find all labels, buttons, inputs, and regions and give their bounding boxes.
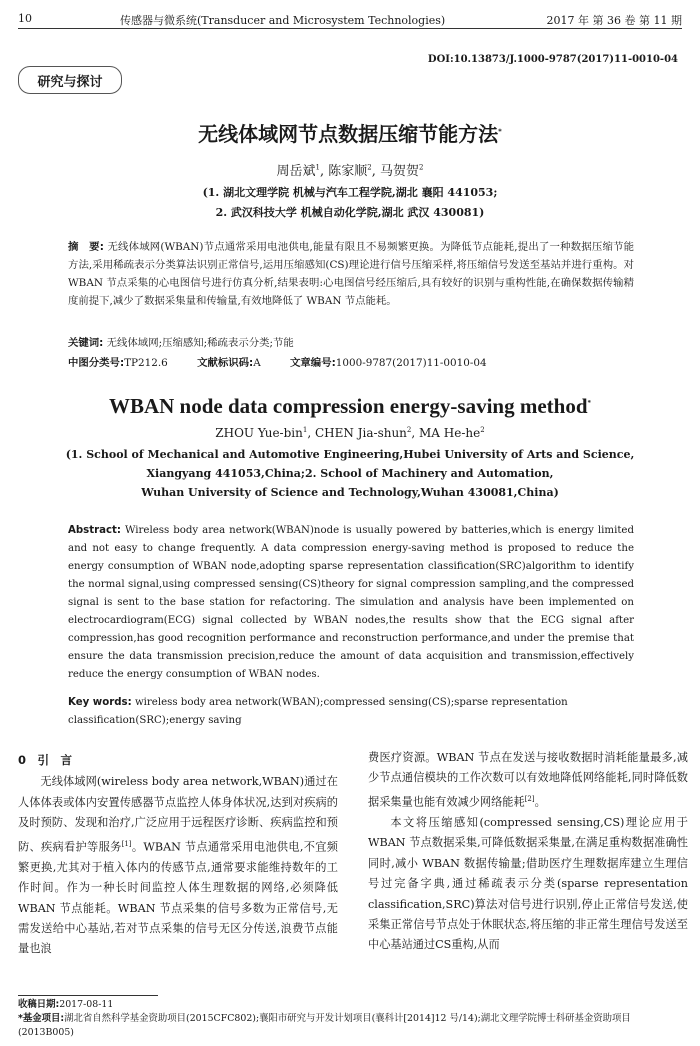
- article-no-value: 1000-9787(2017)11-0010-04: [335, 357, 487, 369]
- en-affiliation-3: Wuhan University of Science and Technology,Wuhan 430081,China): [141, 486, 559, 499]
- en-keywords-label: Key words:: [68, 697, 132, 708]
- paragraph-text: 。: [534, 795, 546, 809]
- article-no-label: 文章编号:: [290, 357, 336, 369]
- footnotes: [18, 998, 682, 1040]
- en-abstract-text: Wireless body area network(WBAN)node is usually powered by batteries,which is energy limited and not easy to change frequently. A data compression energy-saving method is proposed to reduce the energy consumption of WBAN node,adopting sparse representation classification(SRC)algorithm to identify the normal signal,using compressed sensing(CS)theory for signal compression sampling,and the compressed signal is sent to the base station for refactoring. The simulation and analysis have been implemented on electrocardiogram(ECG) signal collected by WBAN nodes,the results show that the ECG signal after compression,has good recognition performance and reconstruction performance,and under the premise that ensure the data transmission precision,reduce the amount of data acquisition and transmission,effectively reduce the energy consumption of WBAN nodes.: [68, 525, 634, 680]
- en-abstract: [68, 522, 634, 684]
- en-title-text: WBAN node data compression energy-saving method: [108, 394, 588, 418]
- en-keywords: [68, 694, 634, 730]
- author-sup: 2: [406, 426, 412, 434]
- section-label: 研究与探讨: [18, 66, 122, 94]
- page-number: 10: [18, 12, 32, 25]
- cn-title-mark: *: [498, 127, 502, 136]
- cn-affiliation-2: 2. 武汉科技大学 机械自动化学院,湖北 武汉 430081): [215, 206, 485, 219]
- paragraph: [368, 748, 688, 813]
- author-sup: 2: [419, 163, 424, 172]
- cn-keywords: [68, 334, 634, 352]
- author-name: 周岳斌: [276, 164, 316, 179]
- en-title: [0, 394, 700, 419]
- clc-value: TP212.6: [124, 357, 168, 369]
- cn-title-text: 无线体域网节点数据压缩节能方法: [198, 122, 499, 146]
- paragraph-text: 费医疗资源。WBAN 节点在发送与接收数据时消耗能量最多,减少节点通信模块的工作次数可以有效地降低网络能耗,同时降低数据采集量也能有效减少网络能耗: [368, 751, 688, 809]
- received-value: 2017-08-11: [59, 999, 114, 1010]
- running-header: [18, 8, 682, 29]
- issue-info: 2017 年 第 36 卷 第 11 期: [546, 14, 682, 27]
- citation: [2]: [524, 794, 535, 803]
- author-sup: 1: [302, 426, 308, 434]
- body-left-column: [18, 750, 338, 960]
- classification-row: [68, 354, 513, 369]
- citation: [1]: [121, 839, 132, 848]
- footnote-divider: [18, 995, 158, 996]
- en-authors: ZHOU Yue-bin$^1$, CHEN Jia-shun$^2$, MA $He-he^2$: [215, 426, 485, 440]
- cn-title: [0, 118, 700, 147]
- fund-label: *基金项目:: [18, 1013, 65, 1024]
- en-affiliation-1: (1. School of Mechanical and Automotive Engineering,Hubei University of Arts and Science,: [65, 448, 635, 461]
- author-name: 马贺贺: [380, 164, 420, 179]
- fund-info: [18, 1012, 682, 1040]
- paragraph: [18, 772, 338, 959]
- author-name: 陈家顺: [328, 164, 368, 179]
- en-affiliation-2: Xiangyang 441053,China;2. School of Machinery and Automation,: [146, 467, 554, 480]
- cn-keywords-label: 关键词:: [68, 337, 104, 349]
- en-abstract-label: Abstract:: [68, 525, 121, 536]
- paragraph-text: 。WBAN 节点通常采用电池供电,不宜频繁更换,尤其对于植入体内的传感节点,通常要求能维持数年的工作时间。作为一种长时间监控人体生理数据的网络,必须降低 WBAN 节点能耗。WBAN 节点采集的信号多数为正常信号,无需发送给中心基站,若对节点采集的信号无区分传送,浪费节点能量也浪: [18, 840, 338, 956]
- author-sup: 1: [315, 163, 320, 172]
- author-name: CHEN Jia-shun: [314, 426, 407, 440]
- author-sup: 2: [480, 426, 485, 434]
- cn-abstract-text: 无线体域网(WBAN)节点通常采用电池供电,能量有限且不易频繁更换。为降低节点能耗,提出了一种数据压缩节能方法,采用稀疏表示分类算法识别正常信号,运用压缩感知(CS)理论进行信号压缩采样,将压缩信号发送至基站并进行重构。对 WBAN 节点采集的心电图信号进行仿真分析,结果表明:心电图信号经压缩后,具有较好的识别与重构性能,在确保数据传输精度前提下,减少了数据采集量和传输量,有效地降低了 WBAN 节点能耗。: [68, 241, 635, 307]
- author-sup: 2: [367, 163, 372, 172]
- received-date: [18, 998, 682, 1012]
- paragraph-text: 无线体域网(wireless body area network,WBAN)通过在人体体表或体内安置传感器节点监控人体身体状况,达到对疾病的及时预防、发现和治疗,广泛应用于远程医疗诊断、疾病监控和预防、疾病看护等服务: [18, 775, 338, 854]
- cn-affiliation-1: (1. 湖北文理学院 机械与汽车工程学院,湖北 襄阳 441053;: [202, 186, 498, 199]
- doc-code-value: A: [253, 357, 261, 369]
- journal-name: 传感器与微系统(Transducer and Microsystem Technologies): [120, 14, 446, 27]
- cn-abstract-label: 摘 要:: [68, 241, 104, 253]
- paragraph: 本文将压缩感知(compressed sensing,CS)理论应用于 WBAN 节点数据采集,可降低数据采集量,在满足重构数据准确性同时,减小 WBAN 数据传输量;借助医疗生理数据库建立生理信号过完备字典,通过稀疏表示分类(sparse representation classification,SRC)算法对信号进行识别,停止正常信号发送,使采集正常信号节点处于休眠状态,将压缩的非正常生理信号发送至中心基站通过CS重构,从而: [368, 815, 688, 952]
- section-heading: 0 引 言: [18, 753, 73, 767]
- author-name: ZHOU Yue-bin: [215, 426, 303, 440]
- fund-text: 湖北省自然科学基金资助项目(2015CFC802);襄阳市研究与开发计划项目(襄科计[2014]12 号/14);湖北文理学院博士科研基金资助项目(2013B005): [18, 1013, 631, 1038]
- cn-abstract: [68, 238, 634, 310]
- body-right-column: [368, 748, 688, 956]
- en-keywords-text: wireless body area network(WBAN);compressed sensing(CS);sparse representation classification(SRC);energy saving: [68, 697, 568, 726]
- author-name: MA He-he: [419, 426, 481, 440]
- received-label: 收稿日期:: [18, 999, 60, 1010]
- cn-keywords-text: 无线体域网;压缩感知;稀疏表示分类;节能: [106, 337, 294, 349]
- clc-label: 中图分类号:: [68, 357, 125, 369]
- cn-authors: 周岳斌$^1$, 陈家顺$^2$, 马贺贺$^2$: [276, 163, 424, 179]
- en-title-mark: *: [587, 399, 592, 407]
- doi: DOI:10.13873/J.1000-9787(2017)11-0010-04: [427, 54, 678, 65]
- doc-code-label: 文献标识码:: [197, 357, 254, 369]
